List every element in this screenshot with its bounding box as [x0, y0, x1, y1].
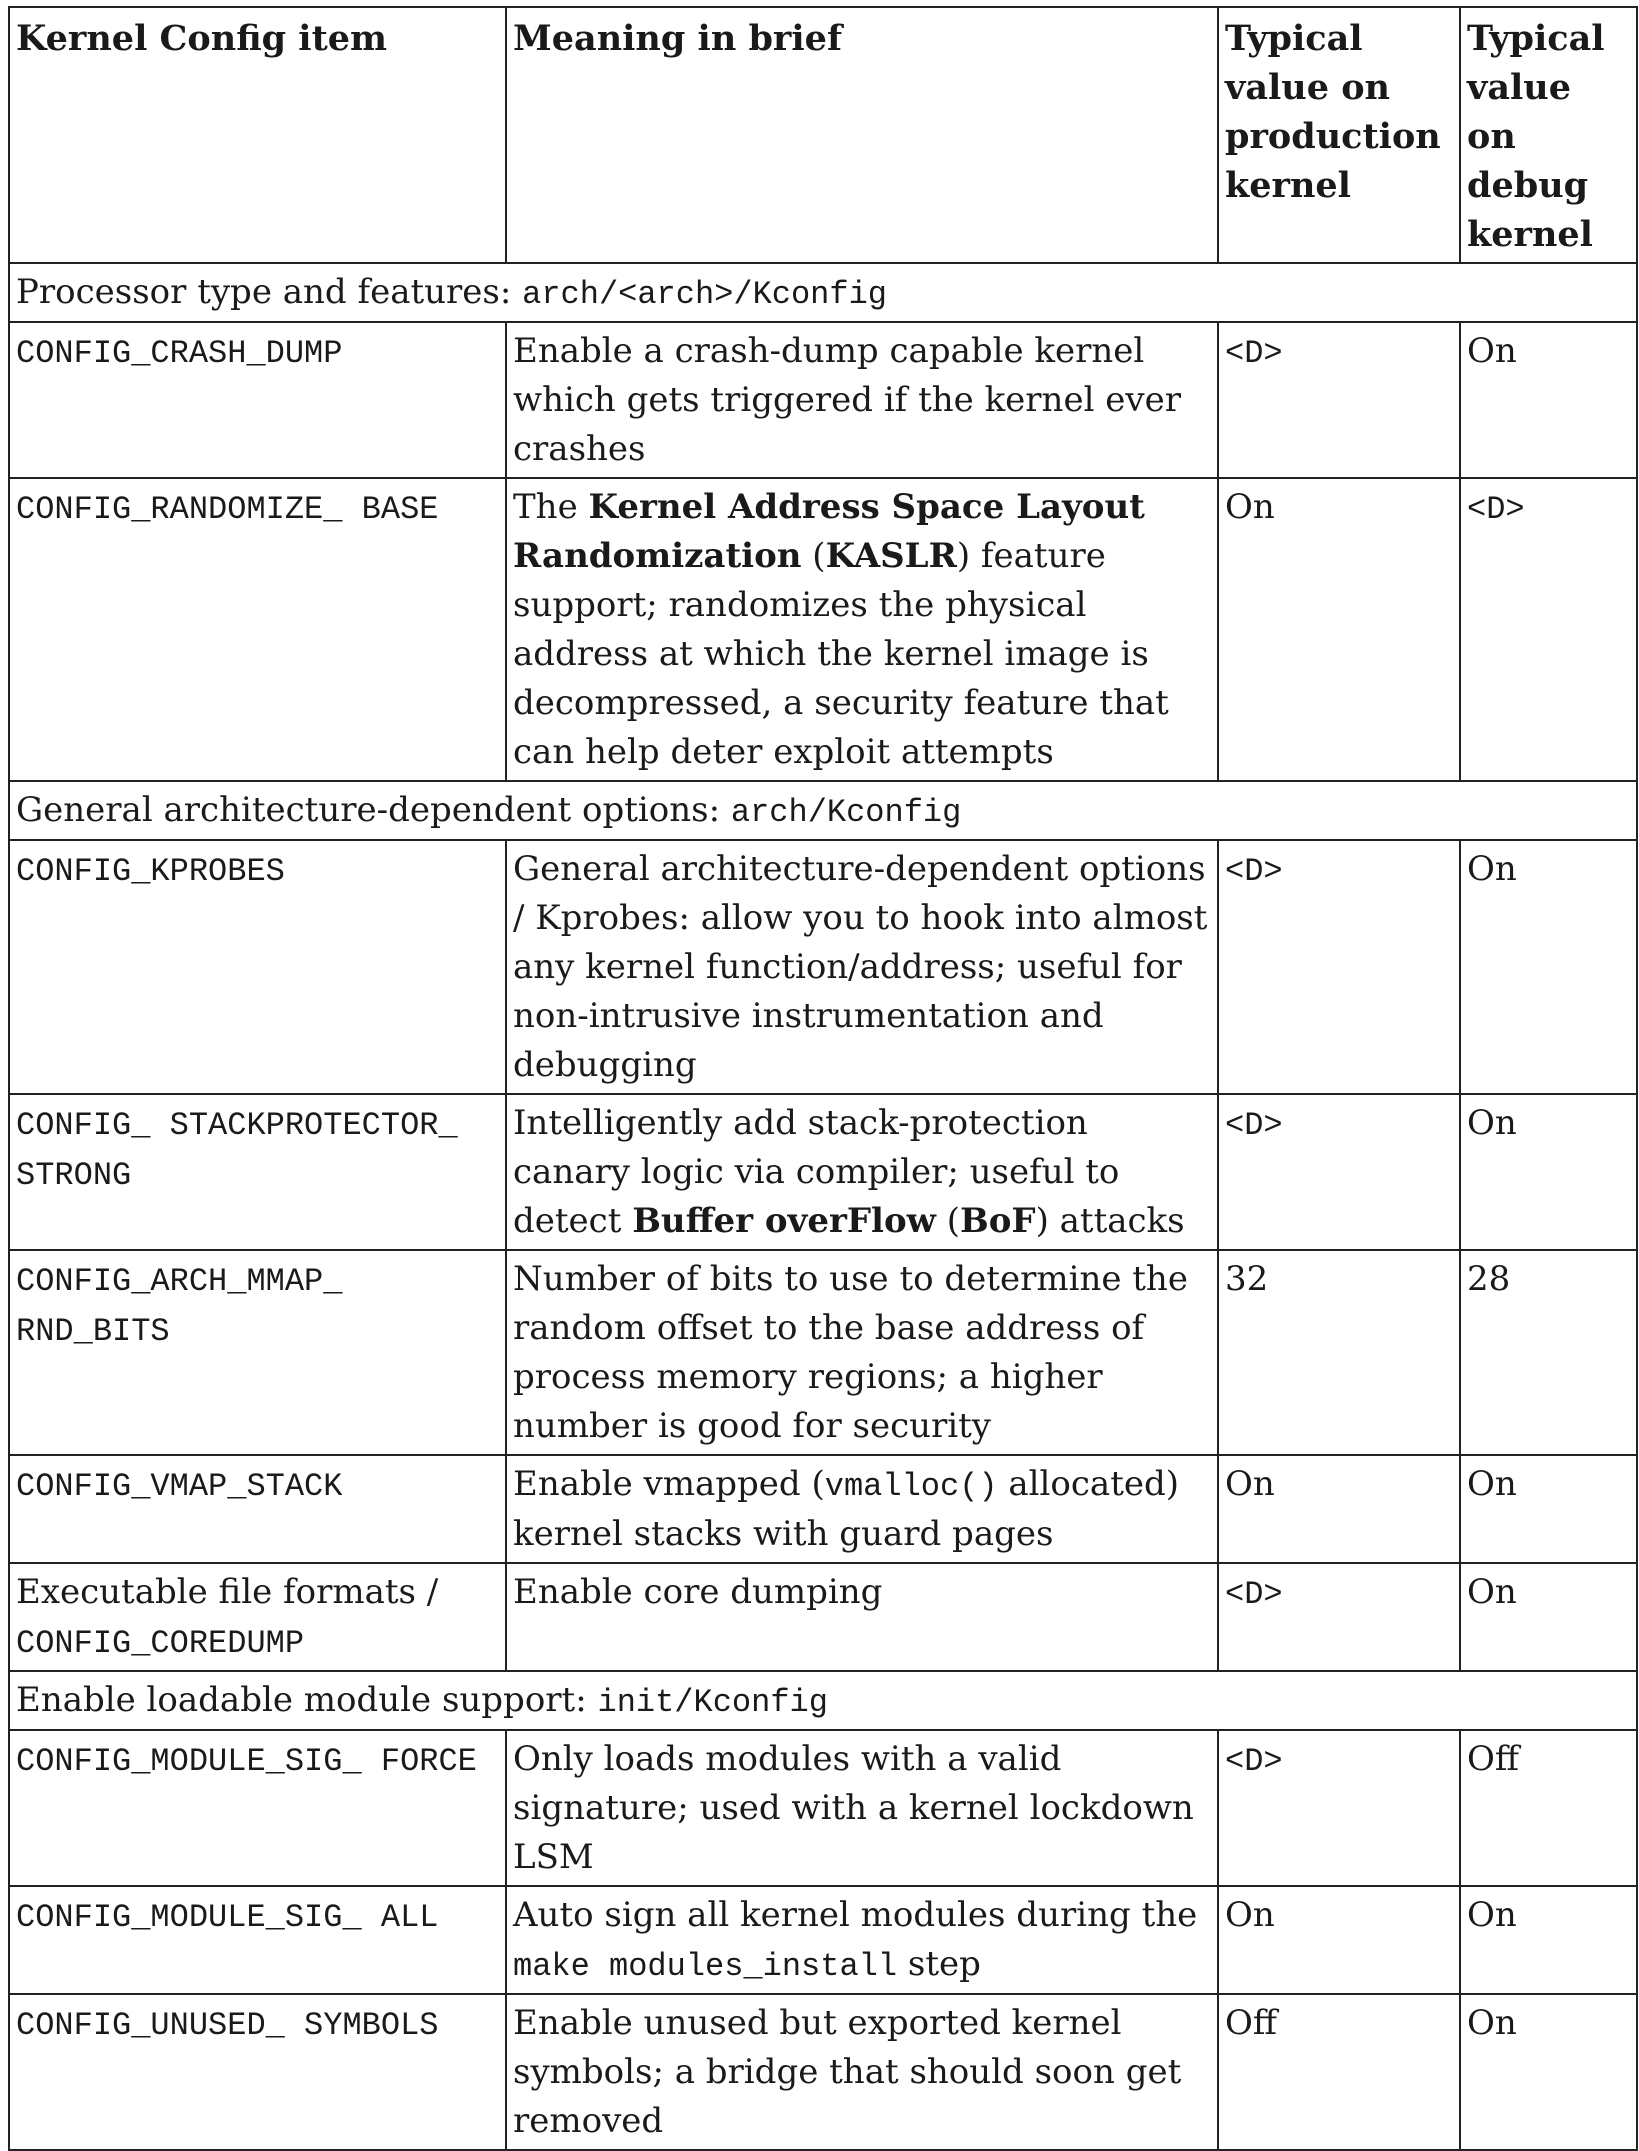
- text-span: On: [1467, 1464, 1517, 1504]
- header-production-value: Typical value on production kernel: [1218, 7, 1460, 263]
- table-row: [9, 1886, 1637, 1994]
- text-span: Off: [1467, 1739, 1520, 1779]
- code-text: <D>: [1225, 1743, 1283, 1780]
- text-span: On: [1225, 1895, 1275, 1935]
- header-config-item: Kernel Config item: [9, 7, 506, 263]
- table-row: [9, 1094, 1637, 1250]
- production-value-cell: [1218, 1886, 1460, 1994]
- config-item-cell: [9, 1994, 506, 2150]
- text-span: On: [1467, 849, 1517, 889]
- text-span: 32: [1225, 1259, 1269, 1299]
- section-heading: [9, 263, 1637, 322]
- meaning-cell: [506, 322, 1218, 478]
- code-text: CONFIG_UNUSED_ SYMBOLS: [16, 2007, 439, 2044]
- production-value-cell: [1218, 1094, 1460, 1250]
- code-text: CONFIG_COREDUMP: [16, 1625, 305, 1662]
- text-span: On: [1467, 331, 1517, 371]
- text-span: Executable file formats /: [16, 1572, 439, 1612]
- debug-value-cell: [1460, 1250, 1637, 1455]
- text-span: Off: [1225, 2003, 1278, 2043]
- code-text: vmalloc(): [824, 1468, 998, 1505]
- code-text: CONFIG_MODULE_SIG_ FORCE: [16, 1743, 477, 1780]
- section-row: [9, 781, 1637, 840]
- meaning-cell: [506, 1094, 1218, 1250]
- header-row: [9, 7, 1637, 263]
- debug-value-cell: [1460, 1994, 1637, 2150]
- code-text: arch/<arch>/Kconfig: [522, 276, 887, 313]
- config-item-cell: [9, 478, 506, 781]
- text-span: Enable unused but exported kernel symbols; a bridge that should soon get removed: [513, 2003, 1182, 2141]
- code-text: init/Kconfig: [597, 1684, 828, 1721]
- meaning-cell: [506, 1563, 1218, 1671]
- code-text: <D>: [1225, 853, 1283, 890]
- production-value-cell: [1218, 478, 1460, 781]
- debug-value-cell: [1460, 840, 1637, 1094]
- code-text: <D>: [1225, 335, 1283, 372]
- text-span: On: [1467, 1103, 1517, 1143]
- code-text: <D>: [1467, 491, 1525, 528]
- text-span: General architecture-dependent options / Kprobes: allow you to hook into almost any kernel function/address; useful for non-intrusive instrumentation and debugging: [513, 849, 1208, 1085]
- section-row: [9, 263, 1637, 322]
- config-item-cell: [9, 1730, 506, 1886]
- text-span: Enable core dumping: [513, 1572, 883, 1612]
- meaning-cell: [506, 1994, 1218, 2150]
- text-span: On: [1467, 2003, 1517, 2043]
- code-text: <D>: [1225, 1107, 1283, 1144]
- table-row: [9, 840, 1637, 1094]
- production-value-cell: [1218, 322, 1460, 478]
- text-span: The: [513, 487, 589, 527]
- text-span: ) attacks: [1035, 1201, 1185, 1241]
- text-span: Enable loadable module support:: [16, 1680, 598, 1720]
- config-item-cell: [9, 1886, 506, 1994]
- text-span: Enable vmapped (: [513, 1464, 825, 1504]
- section-row: [9, 1671, 1637, 1730]
- bold-text: Kernel Address Space Layout Randomization: [513, 487, 1145, 576]
- production-value-cell: [1218, 1730, 1460, 1886]
- debug-value-cell: [1460, 478, 1637, 781]
- production-value-cell: [1218, 840, 1460, 1094]
- text-span: Enable a crash-dump capable kernel which gets triggered if the kernel ever crashes: [513, 331, 1181, 469]
- debug-value-cell: [1460, 1886, 1637, 1994]
- code-text: arch/Kconfig: [730, 794, 962, 831]
- text-span: On: [1225, 487, 1275, 527]
- meaning-cell: [506, 1250, 1218, 1455]
- production-value-cell: [1218, 1994, 1460, 2150]
- code-text: CONFIG_ARCH_MMAP_ RND_BITS: [16, 1263, 343, 1350]
- bold-text: Buffer overFlow: [632, 1201, 936, 1241]
- meaning-cell: [506, 478, 1218, 781]
- table-row: [9, 322, 1637, 478]
- config-item-cell: [9, 1455, 506, 1563]
- code-text: CONFIG_CRASH_DUMP: [16, 335, 343, 372]
- code-text: CONFIG_KPROBES: [16, 853, 285, 890]
- table-row: [9, 1563, 1637, 1671]
- text-span: 28: [1467, 1259, 1511, 1299]
- meaning-cell: [506, 1455, 1218, 1563]
- text-span: ) feature support; randomizes the physical address at which the kernel image is decompressed, a security feature that can help deter exploit attempts: [513, 536, 1169, 772]
- production-value-cell: [1218, 1455, 1460, 1563]
- table-row: [9, 1994, 1637, 2150]
- text-span: Intelligently add stack-protection canary logic via compiler; useful to detect: [513, 1103, 1120, 1241]
- table-row: [9, 1730, 1637, 1886]
- text-span: step: [897, 1944, 981, 1984]
- text-span: (: [801, 536, 826, 576]
- bold-text: KASLR: [825, 536, 957, 576]
- debug-value-cell: [1460, 1455, 1637, 1563]
- text-span: allocated) kernel stacks with guard pages: [513, 1464, 1180, 1554]
- text-span: Processor type and features:: [16, 272, 523, 312]
- text-span: On: [1225, 1464, 1275, 1504]
- text-span: Auto sign all kernel modules during the: [513, 1895, 1198, 1935]
- kernel-config-table: [8, 6, 1638, 2151]
- header-meaning: Meaning in brief: [506, 7, 1218, 263]
- config-item-cell: [9, 322, 506, 478]
- code-text: CONFIG_VMAP_STACK: [16, 1468, 343, 1505]
- text-span: (: [935, 1201, 960, 1241]
- meaning-cell: [506, 1886, 1218, 1994]
- table-row: [9, 1250, 1637, 1455]
- config-item-cell: [9, 840, 506, 1094]
- table-body: [9, 263, 1637, 2150]
- code-text: CONFIG_RANDOMIZE_ BASE: [16, 491, 439, 528]
- debug-value-cell: [1460, 1730, 1637, 1886]
- config-item-cell: [9, 1094, 506, 1250]
- section-heading: [9, 781, 1637, 840]
- debug-value-cell: [1460, 1563, 1637, 1671]
- config-item-cell: [9, 1250, 506, 1455]
- table-row: [9, 1455, 1637, 1563]
- code-text: <D>: [1225, 1576, 1283, 1613]
- meaning-cell: [506, 840, 1218, 1094]
- production-value-cell: [1218, 1563, 1460, 1671]
- text-span: Only loads modules with a valid signature; used with a kernel lockdown LSM: [513, 1739, 1194, 1877]
- code-text: CONFIG_ STACKPROTECTOR_ STRONG: [16, 1107, 458, 1194]
- header-debug-value: Typical value on debug kernel: [1460, 7, 1637, 263]
- text-span: On: [1467, 1895, 1517, 1935]
- code-text: make modules_install: [513, 1948, 898, 1985]
- table-row: [9, 478, 1637, 781]
- meaning-cell: [506, 1730, 1218, 1886]
- text-span: Number of bits to use to determine the random offset to the base address of process memory regions; a higher number is good for security: [513, 1259, 1188, 1446]
- code-text: CONFIG_MODULE_SIG_ ALL: [16, 1899, 439, 1936]
- section-heading: [9, 1671, 1637, 1730]
- config-item-cell: [9, 1563, 506, 1671]
- text-span: General architecture-dependent options:: [16, 790, 731, 830]
- debug-value-cell: [1460, 322, 1637, 478]
- text-span: On: [1467, 1572, 1517, 1612]
- bold-text: BoF: [960, 1201, 1036, 1241]
- production-value-cell: [1218, 1250, 1460, 1455]
- debug-value-cell: [1460, 1094, 1637, 1250]
